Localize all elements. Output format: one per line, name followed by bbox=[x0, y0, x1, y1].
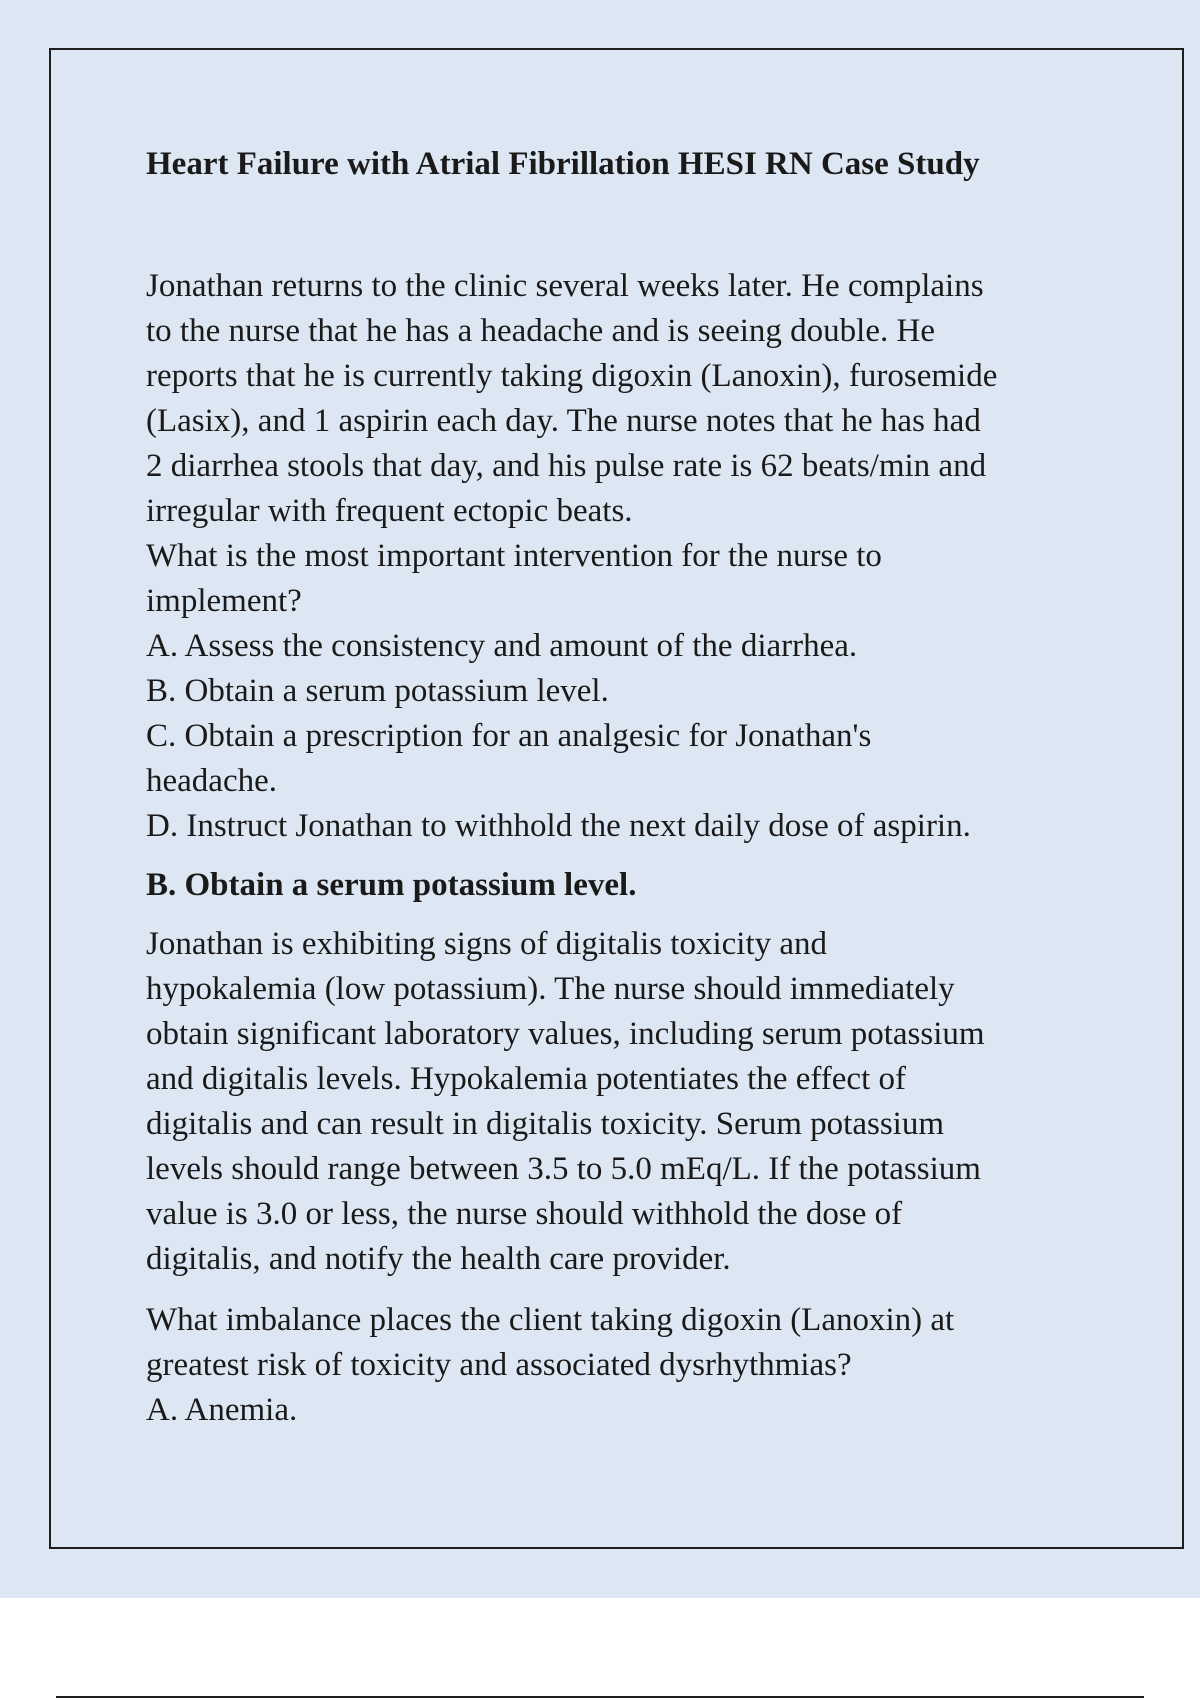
rationale-line: hypokalemia (low potassium). The nurse should immediately bbox=[146, 971, 955, 1007]
question-2-option: A. Anemia. bbox=[146, 1392, 298, 1428]
scenario-line: irregular with frequent ectopic beats. bbox=[146, 493, 633, 529]
rationale-line: value is 3.0 or less, the nurse should withhold the dose of bbox=[146, 1196, 903, 1232]
rationale-line: digitalis, and notify the health care provider. bbox=[146, 1241, 731, 1277]
page-bottom-rule bbox=[56, 1696, 1144, 1698]
document-title: Heart Failure with Atrial Fibrillation HESI RN Case Study bbox=[146, 146, 980, 182]
scenario-paragraph bbox=[146, 264, 1106, 849]
question-1-option: C. Obtain a prescription for an analgesic for Jonathan's bbox=[146, 718, 872, 754]
scenario-line: 2 diarrhea stools that day, and his pulse rate is 62 beats/min and bbox=[146, 448, 987, 484]
question-2-line: greatest risk of toxicity and associated dysrhythmias? bbox=[146, 1347, 852, 1383]
scenario-line: Jonathan returns to the clinic several weeks later. He complains bbox=[146, 268, 984, 304]
rationale-line: Jonathan is exhibiting signs of digitalis toxicity and bbox=[146, 926, 828, 962]
document-content bbox=[146, 140, 1106, 1433]
question-1-line: What is the most important intervention for the nurse to bbox=[146, 538, 882, 574]
question-2 bbox=[146, 1298, 1106, 1433]
answer-1: B. Obtain a serum potassium level. bbox=[146, 867, 637, 903]
question-1-option: A. Assess the consistency and amount of the diarrhea. bbox=[146, 628, 858, 664]
question-1-option: headache. bbox=[146, 763, 277, 799]
scenario-line: reports that he is currently taking digoxin (Lanoxin), furosemide bbox=[146, 358, 998, 394]
scenario-line: to the nurse that he has a headache and is seeing double. He bbox=[146, 313, 935, 349]
question-2-line: What imbalance places the client taking digoxin (Lanoxin) at bbox=[146, 1302, 955, 1338]
question-1-line: implement? bbox=[146, 583, 302, 619]
question-1-option: D. Instruct Jonathan to withhold the next daily dose of aspirin. bbox=[146, 808, 971, 844]
rationale-paragraph bbox=[146, 922, 1106, 1282]
rationale-line: levels should range between 3.5 to 5.0 mEq/L. If the potassium bbox=[146, 1151, 981, 1187]
question-1-option: B. Obtain a serum potassium level. bbox=[146, 673, 609, 709]
rationale-line: digitalis and can result in digitalis toxicity. Serum potassium bbox=[146, 1106, 945, 1142]
scenario-line: (Lasix), and 1 aspirin each day. The nurse notes that he has had bbox=[146, 403, 981, 439]
rationale-line: and digitalis levels. Hypokalemia potentiates the effect of bbox=[146, 1061, 906, 1097]
rationale-line: obtain significant laboratory values, including serum potassium bbox=[146, 1016, 985, 1052]
